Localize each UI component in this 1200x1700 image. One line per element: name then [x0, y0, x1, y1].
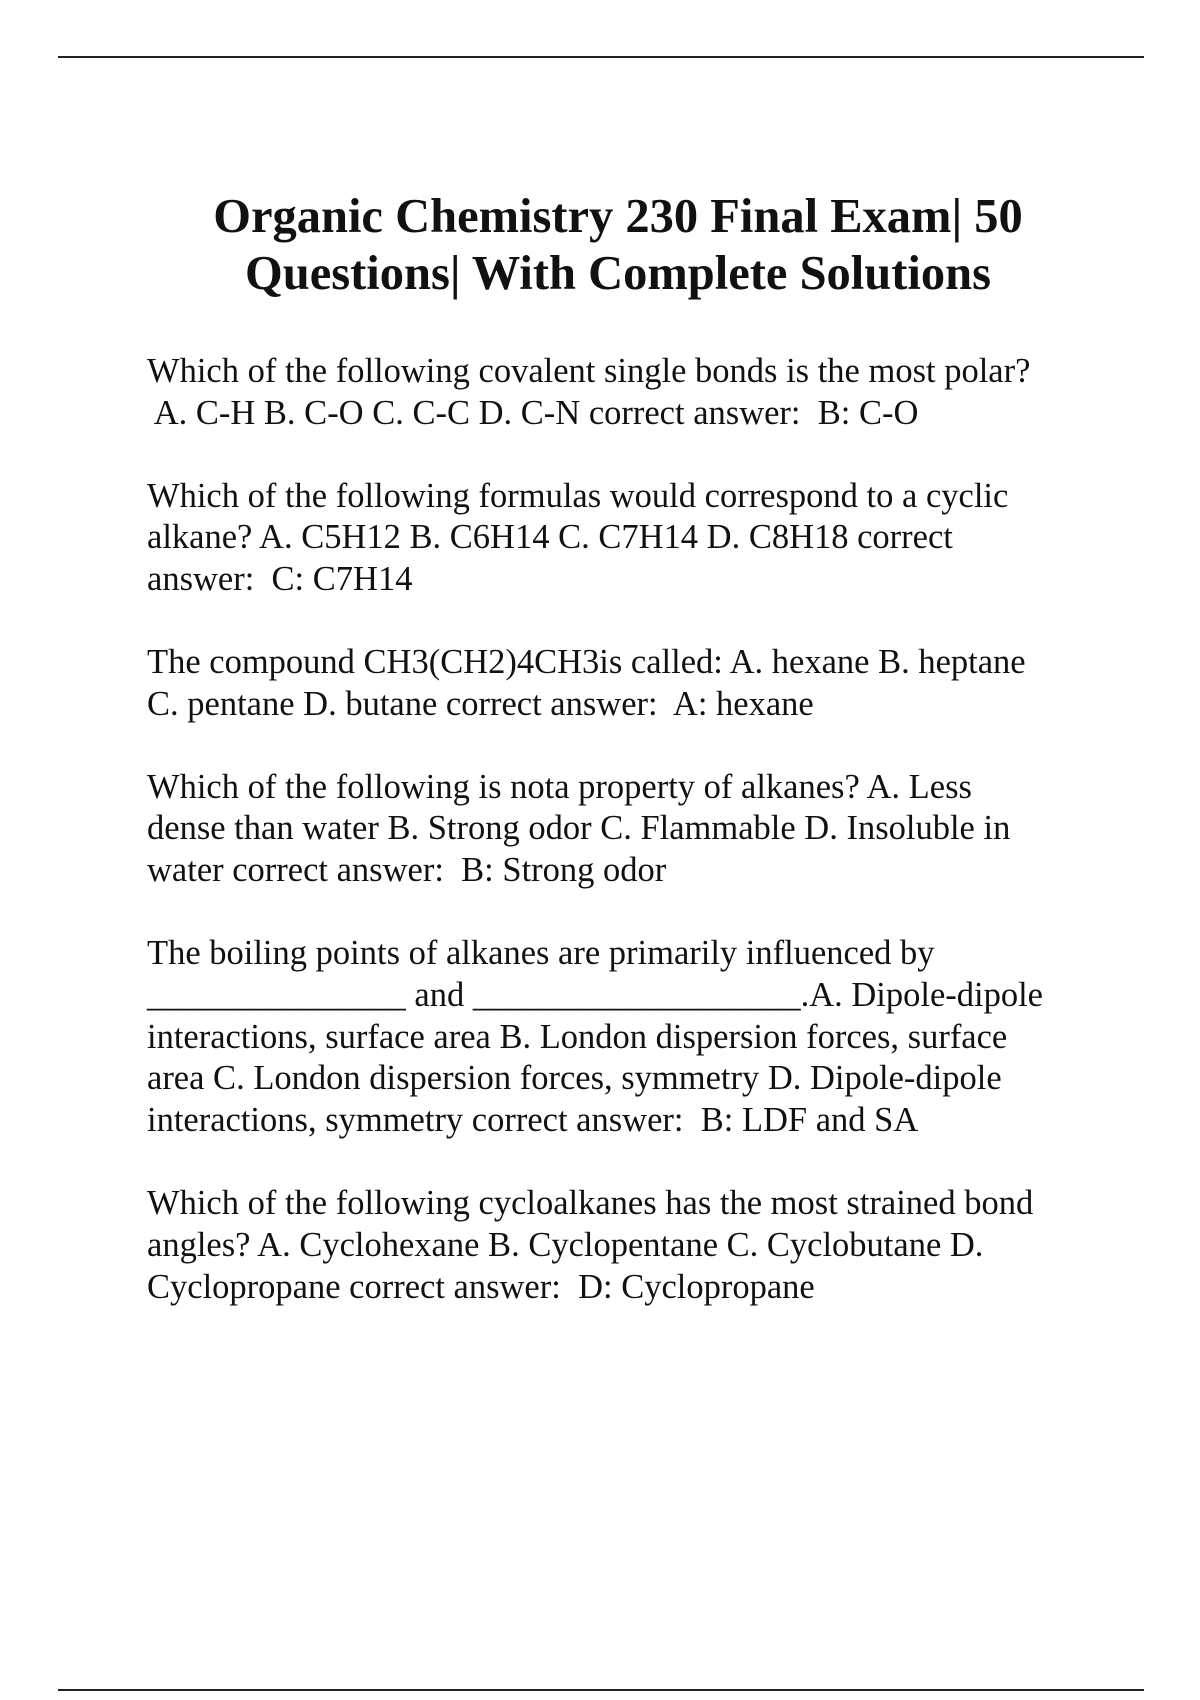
question-text-line: _______________ and ___________________.A. Dipole-dipole	[147, 975, 1043, 1014]
question-list	[147, 351, 1087, 1308]
top-rule	[58, 56, 1144, 58]
question-text-line: interactions, surface area B. London dispersion forces, surface	[147, 1017, 1008, 1056]
document-title	[120, 188, 1116, 302]
question-item	[147, 1183, 1087, 1308]
question-text-line: dense than water B. Strong odor C. Flammable D. Insoluble in	[147, 809, 1011, 848]
question-text-line: interactions, symmetry correct answer: B: LDF and SA	[147, 1101, 919, 1140]
question-text-line: Cyclopropane correct answer: D: Cyclopropane	[147, 1267, 815, 1306]
question-text-line: The boiling points of alkanes are primarily influenced by	[147, 933, 935, 972]
question-text-line: water correct answer: B: Strong odor	[147, 851, 667, 890]
question-text-line: Which of the following formulas would correspond to a cyclic	[147, 476, 1009, 515]
question-item	[147, 476, 1087, 601]
question-text-line: A. C-H B. C-O C. C-C D. C-N correct answer: B: C-O	[147, 393, 919, 432]
bottom-rule	[58, 1689, 1144, 1691]
question-text-line: C. pentane D. butane correct answer: A: hexane	[147, 684, 814, 723]
question-text-line: Which of the following covalent single bonds is the most polar?	[147, 352, 1031, 390]
title-line: Questions| With Complete Solutions	[245, 247, 991, 300]
question-item	[147, 351, 1087, 435]
question-item	[147, 642, 1087, 726]
question-text-line: The compound CH3(CH2)4CH3is called: A. hexane B. heptane	[147, 642, 1026, 681]
question-text-line: area C. London dispersion forces, symmetry D. Dipole-dipole	[147, 1059, 1002, 1098]
title-line: Organic Chemistry 230 Final Exam| 50	[213, 190, 1023, 243]
question-text-line: alkane? A. C5H12 B. C6H14 C. C7H14 D. C8H18 correct	[147, 518, 953, 557]
question-item	[147, 767, 1087, 892]
question-text-line: answer: C: C7H14	[147, 560, 413, 599]
question-item	[147, 933, 1087, 1142]
question-text-line: Which of the following is nota property of alkanes? A. Less	[147, 767, 972, 806]
question-text-line: angles? A. Cyclohexane B. Cyclopentane C. Cyclobutane D.	[147, 1225, 984, 1264]
question-text-line: Which of the following cycloalkanes has the most strained bond	[147, 1183, 1034, 1222]
